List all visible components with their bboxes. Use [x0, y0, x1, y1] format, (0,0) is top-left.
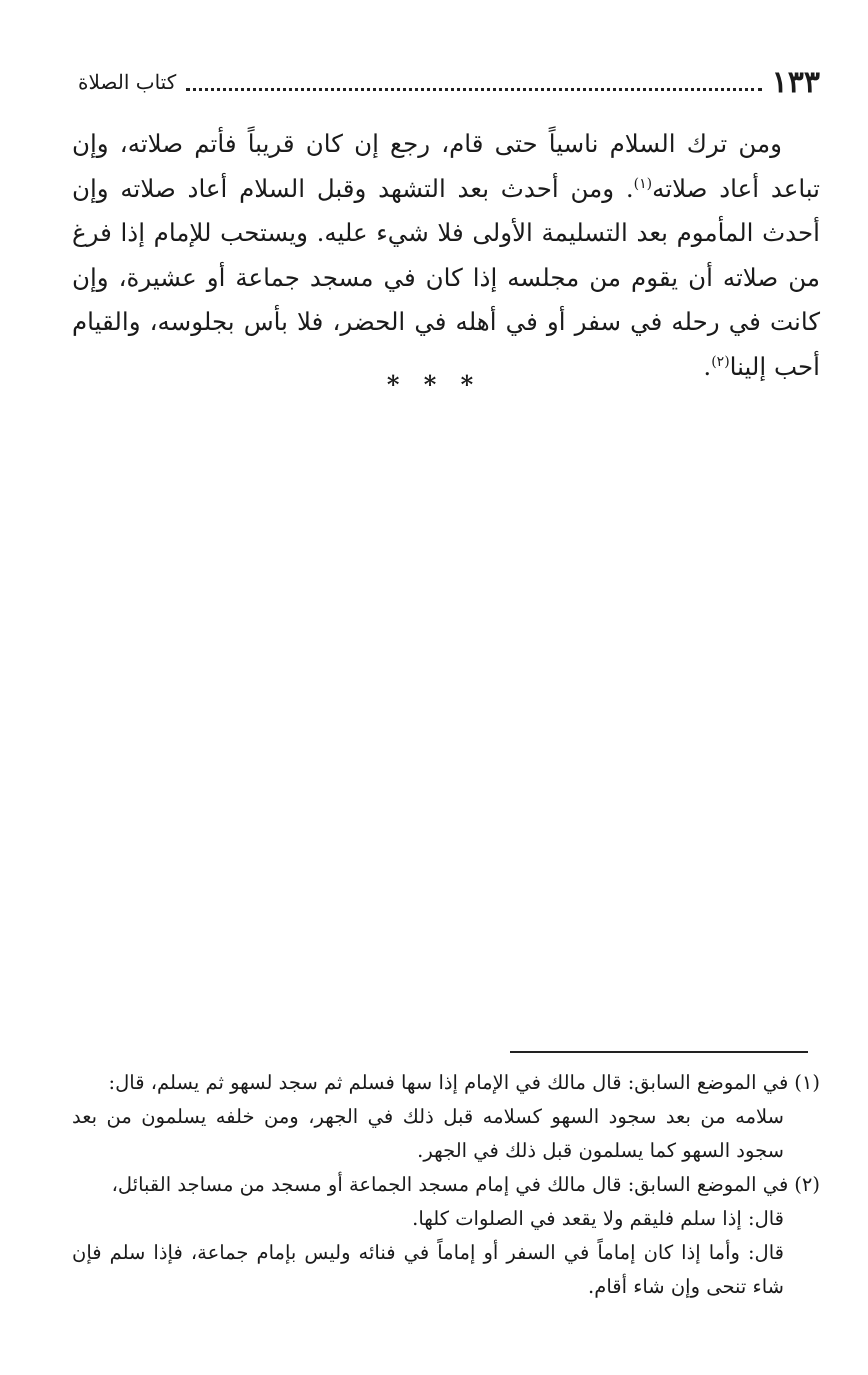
running-title: كتاب الصلاة: [78, 70, 177, 94]
footnote-number-2: (٢): [794, 1173, 820, 1196]
main-text-part-1: ومن ترك السلام ناسياً حتى قام، رجع إن كان قريباً فأتم صلاته، وإن تباعد أعاد صلاته: [72, 129, 820, 203]
section-separator: * * *: [386, 370, 482, 399]
footnote-2-first-line: في الموضع السابق: قال مالك في إمام مسجد الجماعة أو مسجد من مساجد القبائل،: [111, 1173, 789, 1196]
footnote-2-continuation-2: قال: وأما إذا كان إماماً في السفر أو إماماً في فنائه وليس بإمام جماعة، فإذا سلم فإن شاء تنحى وإن شاء أقام.: [72, 1241, 784, 1298]
footnotes: [72, 1066, 820, 1304]
footnote-rule: [510, 1051, 808, 1053]
page-number: ١٣٣: [771, 64, 820, 100]
footnote-1-first-line: في الموضع السابق: قال مالك في الإمام إذا سها فسلم ثم سجد لسهو ثم يسلم، قال:: [108, 1071, 789, 1094]
footnote-2-continuation: قال: إذا سلم فليقم ولا يقعد في الصلوات كلها.: [412, 1207, 784, 1230]
footnote-2: [72, 1168, 820, 1304]
footnote-1-continuation: سلامه من بعد سجود السهو كسلامه قبل ذلك في الجهر، ومن خلفه يسلمون من بعد سجود السهو كما يسلمون قبل ذلك في الجهر.: [72, 1105, 784, 1162]
footnote-1: [72, 1066, 820, 1168]
header-dot-leader: [186, 74, 761, 91]
page-header: [78, 62, 820, 102]
footnote-number-1: (١): [794, 1071, 820, 1094]
main-text-end: .: [703, 351, 712, 381]
main-text-part-2: . ومن أحدث بعد التشهد وقبل السلام أعاد صلاته وإن أحدث المأموم بعد التسليمة الأولى فلا شيء عليه. ويستحب للإمام إذا فرغ من صلاته أن يقوم من مجلسه إذا كان في مسجد جماعة أو عشيرة، وإن كانت في رحله في سفر أو في أهله في الحضر، فلا بأس بجلوسه، والقيام أحب إلينا: [72, 173, 820, 381]
main-paragraph: [72, 122, 820, 390]
footnote-ref-1: (١): [633, 175, 653, 192]
footnote-ref-2: (٢): [711, 353, 730, 370]
main-text: [72, 122, 820, 390]
